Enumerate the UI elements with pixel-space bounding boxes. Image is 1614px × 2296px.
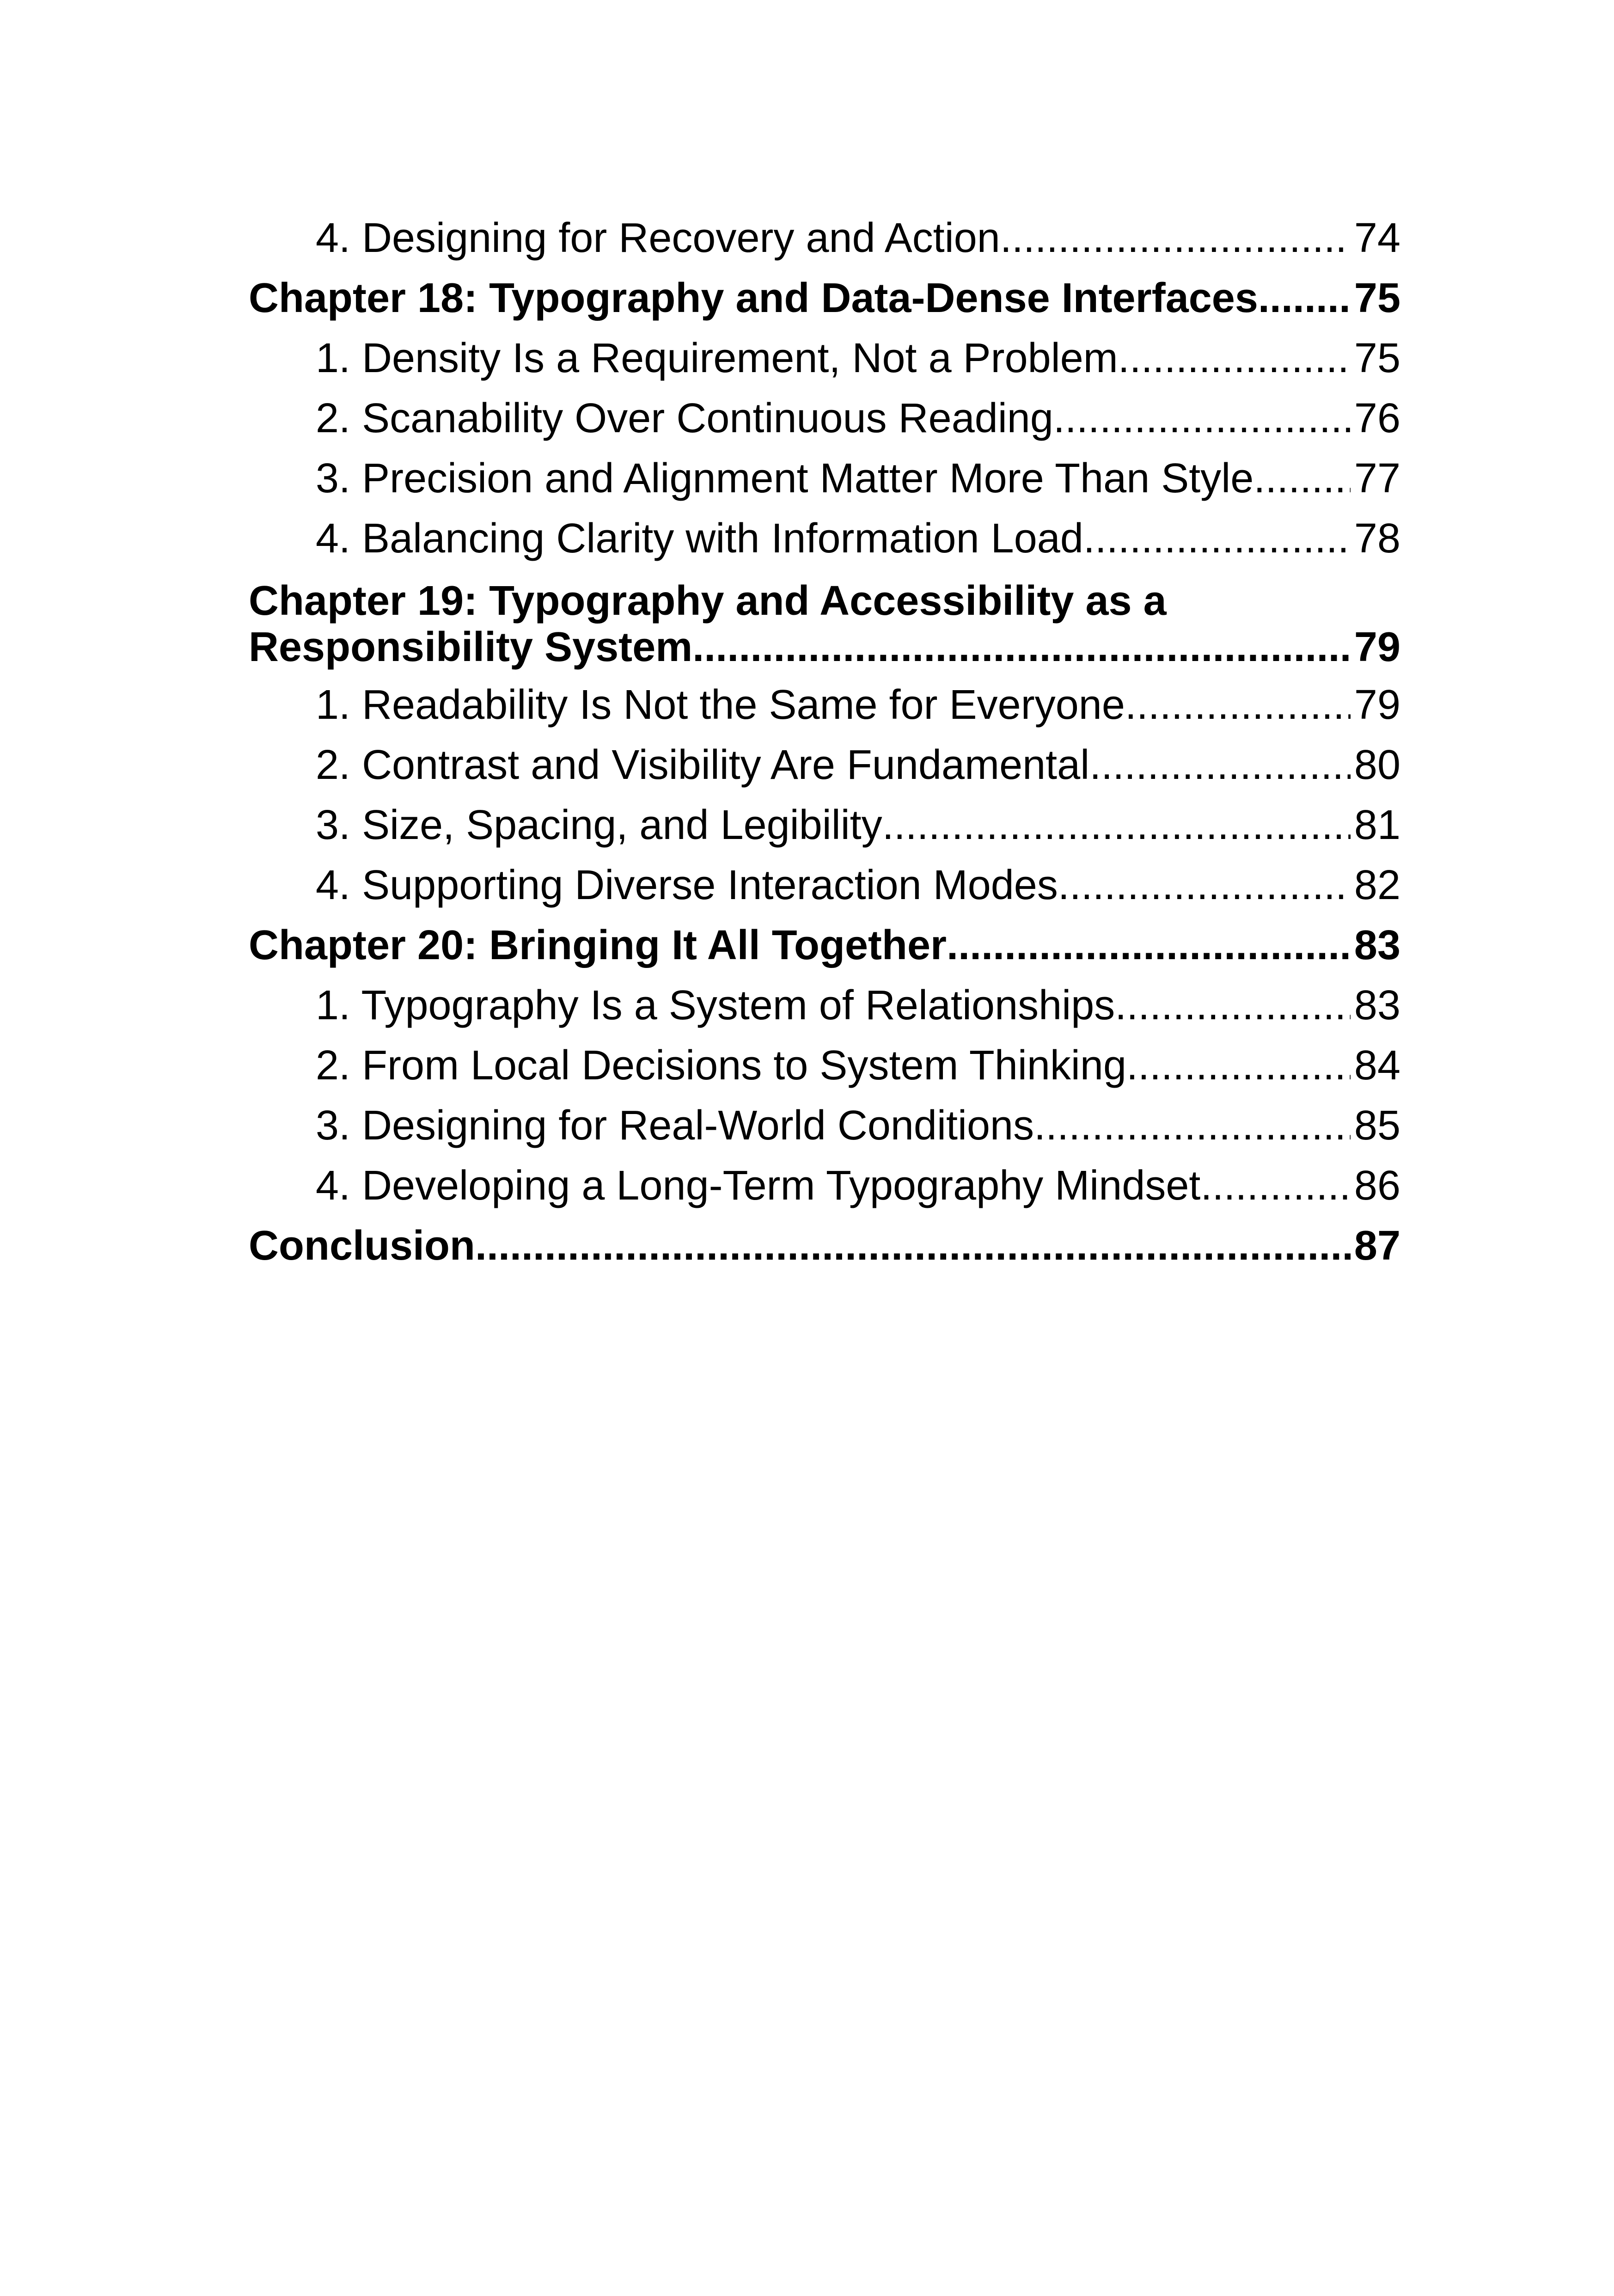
toc-entry-section[interactable] xyxy=(249,448,1400,508)
toc-entry-section[interactable] xyxy=(249,795,1400,855)
toc-page-number: 84 xyxy=(1354,1042,1400,1089)
dot-leader xyxy=(1053,388,1351,448)
dot-leader xyxy=(1115,975,1351,1035)
toc-entry-title: 2. From Local Decisions to System Thinking xyxy=(316,1042,1127,1089)
toc-entry-title-line2-row xyxy=(249,624,1400,670)
table-of-contents xyxy=(249,208,1400,1276)
toc-entry-title: 1. Readability Is Not the Same for Everyone xyxy=(316,682,1125,728)
dot-leader xyxy=(1089,735,1351,795)
toc-entry-title-line2: Responsibility System xyxy=(249,624,693,670)
dot-leader xyxy=(1034,1096,1351,1156)
toc-entry-section[interactable] xyxy=(249,735,1400,795)
toc-entry-section[interactable] xyxy=(249,508,1400,569)
toc-entry-section[interactable] xyxy=(249,1035,1400,1096)
dot-leader xyxy=(692,624,1351,670)
dot-leader xyxy=(1258,268,1351,328)
toc-entry-title: 1. Typography Is a System of Relationships xyxy=(316,982,1115,1029)
toc-entry-title: 1. Density Is a Requirement, Not a Problem xyxy=(316,335,1118,381)
toc-entry-title: 2. Scanability Over Continuous Reading xyxy=(316,395,1053,441)
toc-page-number: 79 xyxy=(1354,624,1400,670)
toc-page-number: 77 xyxy=(1354,455,1400,502)
toc-entry-title: 3. Designing for Real-World Conditions xyxy=(316,1102,1034,1149)
dot-leader xyxy=(475,1216,1351,1276)
toc-page-number: 85 xyxy=(1354,1102,1400,1149)
toc-page-number: 86 xyxy=(1354,1163,1400,1209)
toc-entry-title: 3. Size, Spacing, and Legibility xyxy=(316,802,882,848)
toc-entry-title: Conclusion xyxy=(249,1223,475,1269)
toc-page-number: 79 xyxy=(1354,682,1400,728)
toc-page-number: 82 xyxy=(1354,862,1400,908)
toc-entry-title: 4. Supporting Diverse Interaction Modes xyxy=(316,862,1058,908)
toc-entry-title-line1: Chapter 19: Typography and Accessibility as a xyxy=(249,578,1167,624)
toc-entry-conclusion[interactable] xyxy=(249,1216,1400,1276)
toc-entry-section[interactable] xyxy=(249,1096,1400,1156)
toc-entry-section[interactable] xyxy=(249,208,1400,268)
dot-leader xyxy=(882,795,1351,855)
toc-entry-title: Chapter 18: Typography and Data-Dense Interfaces xyxy=(249,275,1258,321)
dot-leader xyxy=(947,915,1351,975)
dot-leader xyxy=(1000,208,1351,268)
toc-page-number: 87 xyxy=(1354,1223,1400,1269)
toc-page-number: 76 xyxy=(1354,395,1400,441)
dot-leader xyxy=(1118,328,1351,388)
dot-leader xyxy=(1126,1035,1351,1096)
toc-entry-chapter[interactable] xyxy=(249,569,1400,675)
toc-entry-title: Chapter 20: Bringing It All Together xyxy=(249,922,947,968)
toc-entry-section[interactable] xyxy=(249,975,1400,1035)
toc-page-number: 78 xyxy=(1354,515,1400,562)
toc-entry-title: 2. Contrast and Visibility Are Fundamental xyxy=(316,742,1090,788)
toc-entry-chapter[interactable] xyxy=(249,915,1400,975)
toc-entry-section[interactable] xyxy=(249,855,1400,915)
toc-page-number: 80 xyxy=(1354,742,1400,788)
toc-page-number: 74 xyxy=(1354,215,1400,261)
toc-entry-title: 4. Balancing Clarity with Information Load xyxy=(316,515,1083,562)
toc-page-number: 75 xyxy=(1354,275,1400,321)
dot-leader xyxy=(1253,448,1351,508)
dot-leader xyxy=(1200,1156,1350,1216)
dot-leader xyxy=(1083,508,1351,569)
toc-page-number: 75 xyxy=(1354,335,1400,381)
toc-entry-title: 4. Designing for Recovery and Action xyxy=(316,215,1000,261)
toc-entry-section[interactable] xyxy=(249,1156,1400,1216)
toc-entry-chapter[interactable] xyxy=(249,268,1400,328)
toc-entry-title: 4. Developing a Long-Term Typography Mindset xyxy=(316,1163,1201,1209)
toc-page-number: 81 xyxy=(1354,802,1400,848)
toc-entry-section[interactable] xyxy=(249,328,1400,388)
dot-leader xyxy=(1058,855,1351,915)
dot-leader xyxy=(1125,675,1351,735)
toc-entry-section[interactable] xyxy=(249,675,1400,735)
toc-page-number: 83 xyxy=(1354,922,1400,968)
toc-entry-section[interactable] xyxy=(249,388,1400,448)
toc-page-number: 83 xyxy=(1354,982,1400,1029)
toc-entry-title: 3. Precision and Alignment Matter More Than Style xyxy=(316,455,1254,502)
